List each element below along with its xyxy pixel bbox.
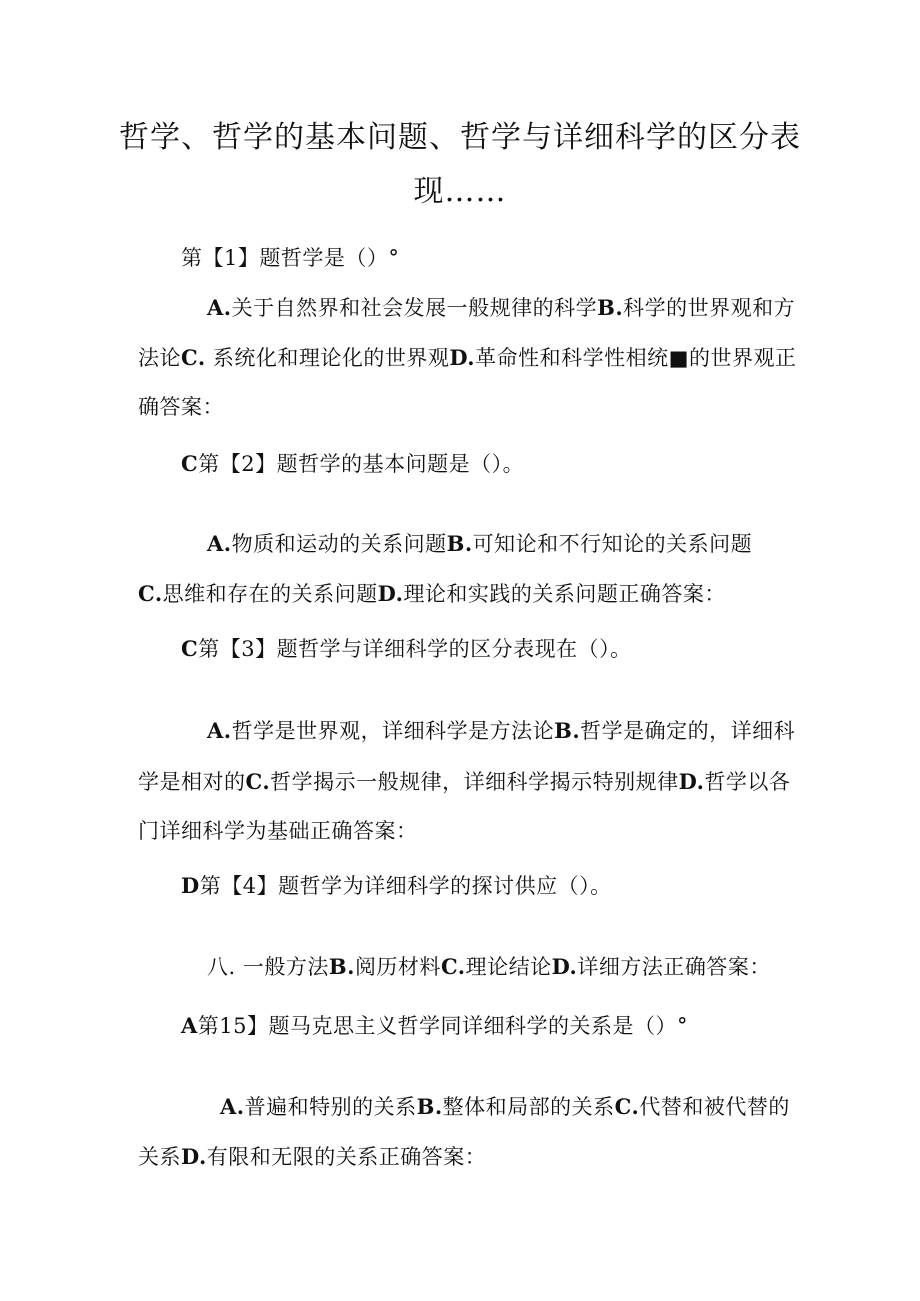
question-1-options-line-1	[207, 292, 795, 322]
option-d-text: 哲学以各	[704, 770, 791, 794]
option-a-text: 普遍和特别的关系	[244, 1095, 417, 1119]
answer-4-value: A	[181, 1013, 198, 1038]
question-5-text	[181, 1010, 688, 1040]
question-5-options-line-2	[138, 1141, 486, 1171]
option-c-text-cont: 关系	[138, 1145, 181, 1169]
option-b-text: 阅历材料	[354, 955, 441, 979]
option-a-label: A.	[207, 295, 232, 320]
option-a-label: A.	[220, 1094, 245, 1119]
question-4-options-line-1	[207, 951, 771, 981]
option-d-label: D.	[678, 769, 705, 794]
option-a-label: 八.	[207, 955, 236, 979]
option-c-text: 系统化和理论化的世界观	[205, 346, 450, 370]
option-a-text: 一般方法	[235, 955, 329, 979]
option-a-text: 关于自然界和社会发展一般规律的科学	[231, 296, 598, 320]
question-3-options-line-1	[207, 715, 795, 745]
option-c-label: C.	[181, 345, 206, 370]
question-3-options-line-3: 门详细科学为基础正确答案：	[138, 819, 418, 843]
question-1-text: 第【1】题哲学是（）°	[181, 246, 400, 270]
option-b-text-cont: 学是相对的	[138, 770, 246, 794]
document-title-line-1: 哲学、哲学的基本问题、哲学与详细科学的区分表	[119, 120, 801, 155]
answer-3-value: D	[181, 873, 200, 898]
question-4-text	[181, 870, 612, 900]
option-d-label: D.	[449, 345, 476, 370]
option-b-text: 科学的世界观和方	[623, 296, 796, 320]
question-3-options-line-2	[138, 766, 790, 796]
option-a-label: A.	[207, 531, 232, 556]
answer-2-value: C	[181, 636, 199, 661]
option-c-text: 哲学揭示一般规律，详细科学揭示特别规律	[270, 770, 679, 794]
question-2-text	[181, 448, 524, 478]
option-d-label: D.	[551, 954, 578, 979]
document-title-line-2: 现……	[413, 174, 507, 209]
option-b-label: B.	[328, 954, 355, 979]
option-c-label: C.	[440, 954, 466, 979]
option-d-label: D.	[181, 1144, 207, 1169]
question-5-prompt: 第15】题马克思主义哲学同详细科学的关系是（）°	[197, 1014, 689, 1038]
option-d-text: 有限和无限的关系正确答案：	[206, 1145, 487, 1169]
option-c-label: C.	[614, 1094, 640, 1119]
option-b-text: 哲学是确定的，详细科	[580, 719, 796, 743]
answer-1-value: C	[181, 451, 199, 476]
option-c-text: 代替和被代替的	[639, 1095, 790, 1119]
option-b-text: 整体和局部的关系	[442, 1095, 615, 1119]
option-b-label: B.	[597, 295, 624, 320]
question-5-options-line-1	[220, 1091, 790, 1121]
option-c-text: 思维和存在的关系问题	[162, 582, 378, 606]
question-2-prompt: 第【2】题哲学的基本问题是（）。	[198, 452, 525, 476]
question-3-text	[181, 633, 632, 663]
option-a-text: 物质和运动的关系问题	[231, 532, 447, 556]
option-d-text: 革命性和科学性相统■的世界观正	[475, 346, 797, 370]
option-b-text-cont: 法论	[138, 346, 181, 370]
option-c-label: C.	[138, 581, 163, 606]
option-b-label: B.	[554, 718, 581, 743]
option-b-label: B.	[446, 531, 473, 556]
option-b-text: 可知论和不行知论的关系问题	[472, 532, 753, 556]
option-b-label: B.	[416, 1094, 443, 1119]
option-c-text: 理论结论	[465, 955, 552, 979]
option-d-text: 理论和实践的关系问题正确答案：	[403, 582, 726, 606]
option-a-label: A.	[207, 718, 232, 743]
option-d-text: 详细方法正确答案：	[577, 955, 771, 979]
question-1-options-line-2	[138, 342, 796, 372]
option-d-label: D.	[377, 581, 404, 606]
question-1-answer-label: 确答案：	[138, 395, 224, 419]
question-2-options-line-1	[207, 528, 752, 558]
option-a-text: 哲学是世界观，详细科学是方法论	[231, 719, 555, 743]
question-4-prompt: 第【4】题哲学为详细科学的探讨供应（）。	[199, 874, 612, 898]
question-3-prompt: 第【3】题哲学与详细科学的区分表现在（）。	[198, 637, 632, 661]
question-2-options-line-2	[138, 578, 726, 608]
option-c-label: C.	[245, 769, 271, 794]
